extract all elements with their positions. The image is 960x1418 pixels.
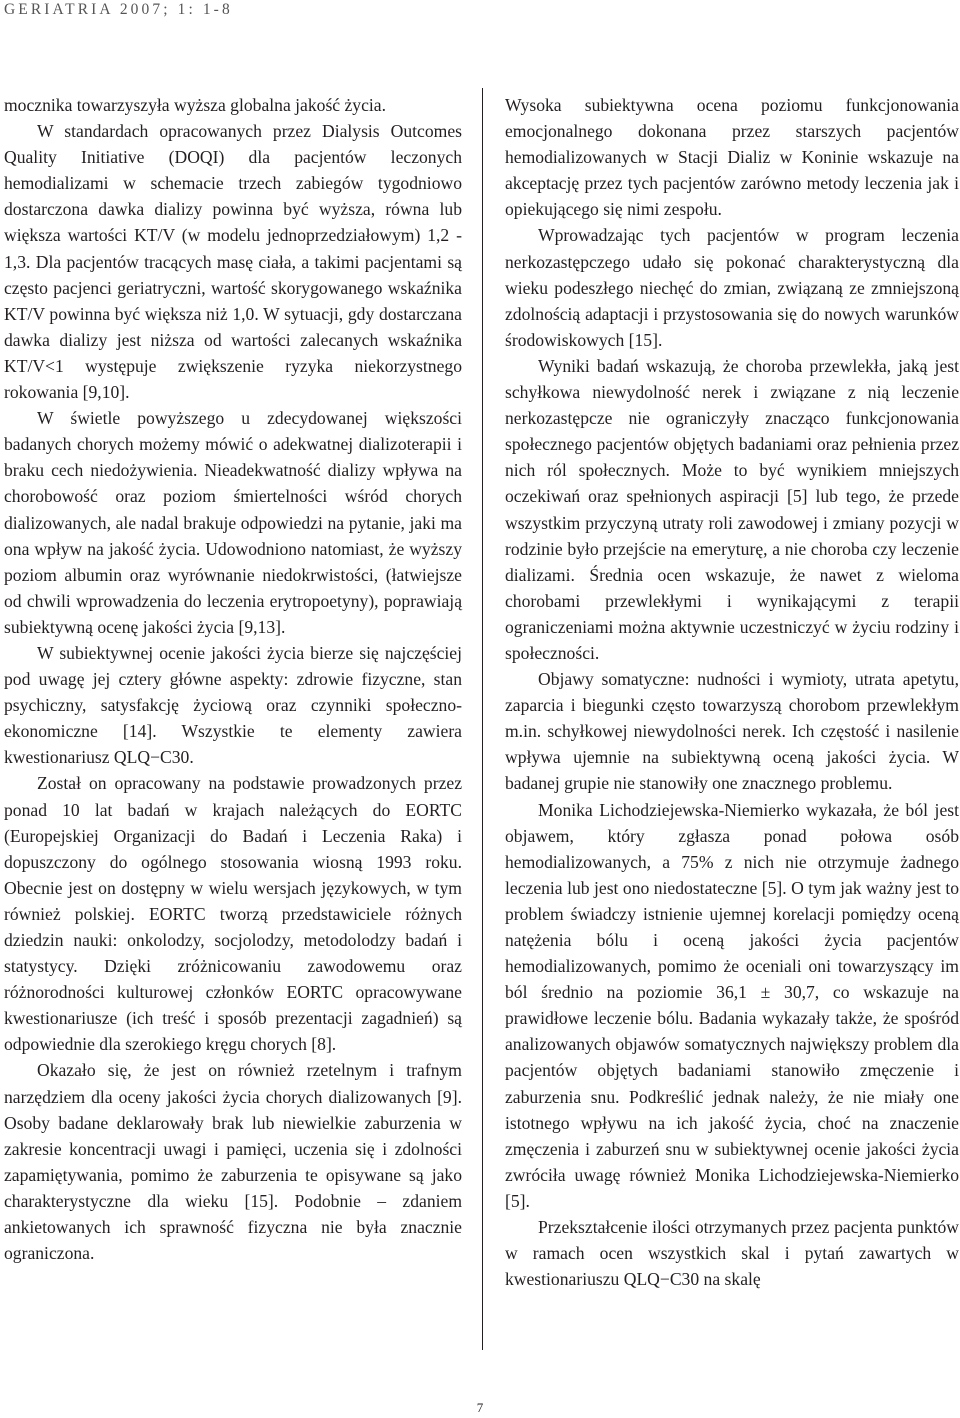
paragraph: Okazało się, że jest on również rzetelnym i trafnym narzędziem dla oceny jakości życia chorych dializowanych [9]. Osoby badane deklarowały brak lub niewielkie zaburzenia w zakresie koncentracji uwagi i pamięci, uczenia się i zdolności zapamiętywania, pomimo że zaburzenia te opisywane są jako charakterystyczne dla wieku [15]. Podobnie – zdaniem ankietowanych ich sprawność fizyczna nie była znacznie ograniczona.: [4, 1060, 462, 1264]
page-number: 7: [476, 1400, 484, 1415]
paragraph: Monika Lichodziejewska-Niemierko wykazała, że ból jest objawem, który zgłasza ponad połowa osób hemodializowanych, a 75% z nich nie otrzymuje żadnego leczenia lub jest ono niedostateczne [5]. O tym jak ważny jest to problem świadczy istnienie ujemnej korelacji pomiędzy oceną natężenia bólu i oceną jakości życia pacjentów hemodializowanych, pomimo że oceniali oni towarzyszący im ból średnio na poziomie 36,1 ± 30,7, co wskazuje na prawidłowe leczenie bólu. Badania wykazały także, że spośród analizowanych objawów somatycznych największy problem dla pacjentów objętych badaniami stanowiło zmęczenie i zaburzenia snu. Podkreślić jednak należy, że nie miały one istotnego wpływu na ich jakość życia, choć na znaczenie zmęczenia i zaburzeń snu w subiektywnej ocenie jakości życia zwróciła uwagę również Monika Lichodziejewska-Niemierko [5].: [505, 799, 959, 1211]
paragraph: W subiektywnej ocenie jakości życia bierze się najczęściej pod uwagę jej cztery główne aspekty: zdrowie fizyczne, stan psychiczny, satysfakcję życiową oraz czynniki społeczno-ekonomiczne [14]. Wszystkie te elementy zawiera kwestionariusz QLQ−C30.: [4, 642, 462, 768]
paragraph: W świetle powyższego u zdecydowanej większości badanych chorych możemy mówić o adekwatnej dializoterapii i braku cech niedożywienia. Nieadekwatność dializy wpływa na chorobowość oraz poziom śmiertelności wśród chorych dializowanych, ale nadal brakuje odpowiedzi na pytanie, jaki ma ona wpływ na jakość życia. Udowodniono natomiast, że wyższy poziom albumin oraz wyrównanie niedokrwistości, (łatwiejsze od chwili wprowadzenia do leczenia erytropoetyny), poprawiają subiektywną ocenę jakości życia [9,13].: [4, 408, 462, 637]
right-column: [505, 92, 959, 1292]
left-column: [4, 92, 462, 1266]
paragraph: Wyniki badań wskazują, że choroba przewlekła, jaką jest schyłkowa niewydolność nerek i związane z nią leczenie nerkozastępcze nie ograniczyły znacząco funkcjonowania społecznego pacjentów objętych badaniami oraz pełnienia przez nich ról społecznych. Może to być wynikiem mniejszych oczekiwań oraz spełnionych aspiracji [5] lub tego, że przede wszystkim przyczyną utraty roli zawodowej i zmiany pozycji w rodzinie było przejście na emeryturę, a nie choroba czy leczenie dializami. Średnia ocen wskazuje, że nawet z wieloma chorobami przewlekłymi i wynikającymi z terapii ograniczeniami można aktywnie uczestniczyć w życiu rodziny i społeczności.: [505, 355, 959, 663]
paragraph: Wprowadzając tych pacjentów w program leczenia nerkozastępczego udało się pokonać charakterystyczną dla wieku podeszłego niechęć do zmian, związaną ze zmniejszoną zdolnością adaptacji i przystosowania się do nowych warunków środowiskowych [15].: [505, 225, 959, 350]
paragraph: mocznika towarzyszyła wyższa globalna jakość życia.: [4, 95, 387, 115]
paragraph: Objawy somatyczne: nudności i wymioty, utrata apetytu, zaparcia i biegunki często towarzyszą chorobom przewlekłym m.in. schyłkowej niewydolności nerek. Ich częstość i nasilenie wpływa ujemnie na subiektywną oceną jakości życia. W badanej grupie nie stanowiły one znacznego problemu.: [505, 669, 959, 794]
paragraph: Wysoka subiektywna ocena poziomu funkcjonowania emocjonalnego dokonana przez starszych pacjentów hemodializowanych w Stacji Dializ w Koninie wskazuje na akceptację przez tych pacjentów zarówno metody leczenia jak i opiekującego się nimi zespołu.: [505, 95, 959, 220]
running-head: GERIATRIA 2007; 1: 1-8: [4, 1, 233, 18]
paragraph: Został on opracowany na podstawie prowadzonych przez ponad 10 lat badań w krajach należących do EORTC (Europejskiej Organizacji do Badań i Leczenia Raka) i dopuszczony do ogólnego stosowania wiosną 1993 roku. Obecnie jest on dostępny w wielu wersjach językowych, w tym również polskiej. EORTC tworzą przedstawiciele różnych dziedzin nauki: onkolodzy, socjolodzy, metodolodzy badań i statystycy. Dzięki zróżnicowaniu zawodowemu oraz różnorodności kulturowej członków EORTC opracowywane kwestionariusze (ich treść i sposób prezentacji zagadnień) są odpowiednie dla szerokiego kręgu chorych [8].: [4, 773, 462, 1055]
paragraph: Przekształcenie ilości otrzymanych przez pacjenta punktów w ramach ocen wszystkich skal i pytań zawartych w kwestionariuszu QLQ−C30 na skalę: [505, 1217, 959, 1290]
paragraph: W standardach opracowanych przez Dialysis Outcomes Quality Initiative (DOQI) dla pacjentów leczonych hemodializami w schemacie trzech zabiegów tygodniowo dostarczona dawka dializy powinna być wyższa, równa lub większa wartości KT/V (w modelu jednoprzedziałowym) 1,2 - 1,3. Dla pacjentów tracących masę ciała, a takimi pacjentami są często pacjenci geriatryczni, wartość skorygowanego wskaźnika KT/V powinna być większa niż 1,0. W sytuacji, gdy dostarczana dawka dializy jest niższa od wartości zalecanych wskaźnika KT/V<1 występuje zwiększenie ryzyka niekorzystnego rokowania [9,10].: [4, 121, 462, 403]
column-divider: [482, 88, 483, 1350]
